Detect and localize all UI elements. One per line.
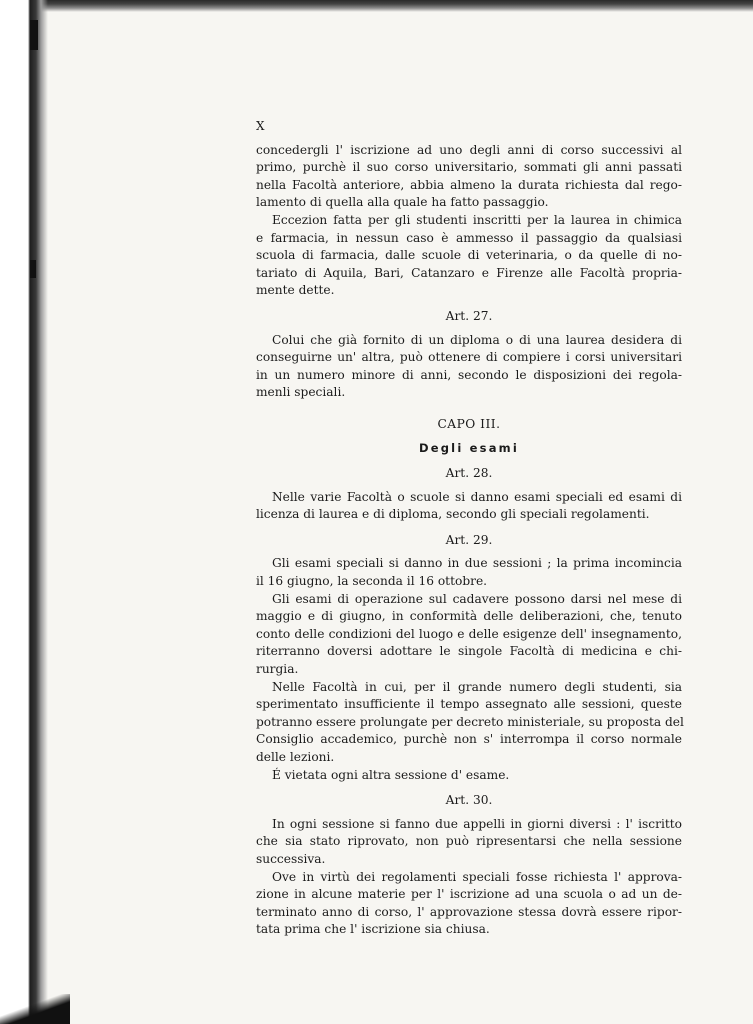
- paragraph: [256, 555, 682, 590]
- text-line: maggio e di giugno, in conformità delle deliberazioni, che, tenuto: [256, 609, 682, 624]
- paragraph: [256, 212, 682, 300]
- scan-speck: [30, 260, 36, 278]
- text-line: Consiglio accademico, purchè non s' interrompa il corso normale: [256, 732, 682, 747]
- text-line: Ove in virtù dei regolamenti speciali fosse richiesta l' approva-: [272, 869, 682, 884]
- paragraph: [256, 869, 682, 939]
- text-line: potranno essere prolungate per decreto ministeriale, su proposta del: [256, 714, 684, 729]
- text-line: primo, purchè il suo corso universitario, sommati gli anni passati: [256, 160, 682, 175]
- text-line: zione in alcune materie per l' iscrizione ad una scuola o ad un de-: [256, 887, 682, 902]
- text-line: rurgia.: [256, 662, 299, 677]
- text-line: Gli esami speciali si danno in due sessioni ; la prima incomincia: [272, 556, 682, 571]
- text-line: nella Facoltà anteriore, abbia almeno la durata richiesta dal rego-: [256, 177, 682, 192]
- text-line: in un numero minore di anni, secondo le disposizioni dei regola-: [256, 367, 682, 382]
- text-line: Gli esami di operazione sul cadavere possono darsi nel mese di: [272, 591, 682, 606]
- scan-bottom-corner: [0, 994, 70, 1024]
- text-line: concedergli l' iscrizione ad uno degli anni di corso successivi al: [256, 142, 682, 157]
- text-line: tariato di Aquila, Bari, Catanzaro e Firenze alle Facoltà propria-: [256, 265, 682, 280]
- article-heading: Art. 27.: [445, 308, 493, 323]
- paragraph: [256, 489, 682, 524]
- text-line: menli speciali.: [256, 385, 346, 400]
- paragraph: [256, 332, 682, 402]
- text-line: delle lezioni.: [256, 750, 335, 764]
- article-heading: Art. 29.: [445, 532, 493, 547]
- paragraph: [256, 816, 682, 869]
- chapter-heading: CAPO III.: [437, 416, 501, 431]
- paragraph: [256, 142, 682, 212]
- text-line: Nelle Facoltà in cui, per il grande numero degli studenti, sia: [272, 679, 682, 694]
- text-line: lamento di quella alla quale ha fatto passaggio.: [256, 195, 549, 210]
- text-line: Eccezion fatta per gli studenti inscritti per la laurea in chimica: [272, 212, 682, 227]
- text-line: conto delle condizioni del luogo e delle esigenze dell' insegnamento,: [256, 626, 682, 641]
- paragraph: [256, 591, 682, 679]
- text-line: e farmacia, in nessun caso è ammesso il passaggio da qualsiasi: [256, 230, 682, 245]
- scan-binding-edge: [0, 0, 48, 1024]
- document-page: [256, 118, 682, 939]
- text-line: il 16 giugno, la seconda il 16 ottobre.: [256, 574, 488, 589]
- article-heading: Art. 28.: [445, 466, 493, 481]
- text-line: riterranno doversi adottare le singole Facoltà di medicina e chi-: [256, 644, 682, 659]
- text-line: scuola di farmacia, dalle scuole di veterinaria, o da quelle di no-: [256, 248, 682, 263]
- text-line: É vietata ogni altra sessione d' esame.: [272, 767, 510, 782]
- text-line: licenza di laurea e di diploma, secondo gli speciali regolamenti.: [256, 507, 650, 522]
- paragraph: [256, 679, 682, 767]
- paragraph: [256, 767, 682, 785]
- text-line: Colui che già fornito di un diploma o di una laurea desidera di: [272, 332, 682, 347]
- text-line: successiva.: [256, 851, 326, 866]
- text-line: terminato anno di corso, l' approvazione stessa dovrà essere ripor-: [256, 904, 682, 919]
- text-line: sperimentato insufficiente il tempo assegnato alle sessioni, queste: [256, 697, 682, 712]
- document-body: [256, 142, 682, 939]
- text-line: In ogni sessione si fanno due appelli in giorni diversi : l' iscritto: [272, 816, 682, 831]
- text-line: conseguirne un' altra, può ottenere di compiere i corsi universitari: [256, 350, 682, 365]
- page-number: X: [256, 119, 265, 133]
- article-heading: Art. 30.: [445, 793, 493, 808]
- text-line: Nelle varie Facoltà o scuole si danno esami speciali ed esami di: [272, 489, 682, 504]
- scan-top-edge: [0, 0, 753, 12]
- text-line: che sia stato riprovato, non può ripresentarsi che nella sessione: [256, 834, 682, 849]
- text-line: tata prima che l' iscrizione sia chiusa.: [256, 922, 490, 937]
- scan-speck: [30, 20, 38, 50]
- section-subtitle: Degli esami: [419, 440, 519, 455]
- text-line: mente dette.: [256, 283, 335, 298]
